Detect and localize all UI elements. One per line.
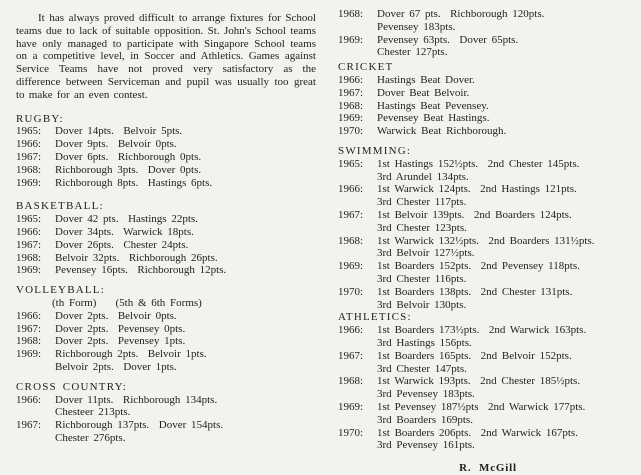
result-year [338,414,377,427]
result-row [338,427,638,440]
result-text: 1st Boarders 206pts. 2nd Warwick 167pts. [377,426,578,439]
result-year: 1969: [16,264,42,277]
result-row [16,239,316,252]
result-text: 1st Warwick 124pts. 2nd Hastings 121pts. [377,183,577,196]
result-text: Warwick Beat Richborough. [377,125,507,138]
result-text: 3rd Belvoir 130pts. [377,298,467,311]
result-text: Dover 6pts. Richborough 0pts. [55,150,202,163]
section-cross-country-continued [338,8,638,59]
result-year: 1969: [338,33,364,46]
result-year: 1967: [16,150,42,163]
section-athletics [338,311,638,452]
section-title-cross-country: CROSS COUNTRY: [16,380,128,393]
result-year [16,361,55,374]
result-text: 1st Pevensey 187½pts 2nd Warwick 177pts. [377,400,586,413]
result-year [338,388,377,401]
section-cross-country [16,381,316,445]
section-title-cricket: CRICKET [338,61,394,74]
result-text: 1st Warwick 132½pts. 2nd Boarders 131½pts. [377,234,595,247]
result-year: 1967: [16,238,42,251]
result-text: Dover 11pts. Richborough 134pts. [55,393,218,406]
result-text: Dover 14pts. Belvoir 5pts. [55,125,183,138]
result-text: 3rd Chester 147pts. [377,362,467,375]
result-row [338,209,638,222]
result-row [338,337,638,350]
result-text: 3rd Chester 117pts. [377,196,467,209]
result-year: 1968: [338,8,364,20]
result-year: 1966: [338,324,364,337]
cricket-results-list [338,74,638,138]
result-year: 1968: [338,375,364,388]
result-year: 1968: [16,163,42,176]
result-year: 1969: [338,260,364,273]
result-text: Pevensey 63pts. Dover 65pts. [377,33,519,46]
rugby-results-list [16,125,316,189]
result-row [338,439,638,452]
result-text: Chesteer 213pts. [55,406,131,419]
result-text: 3rd Arundel 134pts. [377,170,469,183]
result-year: 1965: [338,157,364,170]
cross-country-continued-list [338,8,638,59]
result-text: 1st Belvoir 139pts. 2nd Boarders 124pts. [377,208,572,221]
result-row [16,151,316,164]
result-text: 1st Hastings 152½pts. 2nd Chester 145pts. [377,157,580,170]
result-year: 1968: [16,335,42,348]
result-text: Chester 127pts. [377,46,448,59]
result-text: Belvoir 2pts. Dover 1pts. [55,360,177,373]
result-row [338,100,638,113]
result-row [338,196,638,209]
result-year: 1970: [338,285,364,298]
result-text: Dover 2pts. Pevensey 1pts. [55,335,186,348]
result-text: 1st Boarders 138pts. 2nd Chester 131pts. [377,285,573,298]
result-year: 1969: [338,400,364,413]
section-cricket [338,61,638,138]
result-year: 1967: [338,86,364,99]
result-row [16,138,316,151]
result-row [338,112,638,125]
section-basketball [16,200,316,277]
section-rugby [16,113,316,190]
result-year: 1968: [16,251,42,264]
result-text: Richborough 2pts. Belvoir 1pts. [55,348,207,361]
result-year: 1968: [338,99,364,112]
result-year: 1968: [338,234,364,247]
result-text: Richborough 8pts. Hastings 6pts. [55,176,213,189]
result-year: 1967: [338,208,364,221]
section-title-athletics: ATHLETICS: [338,311,412,324]
result-year [338,171,377,184]
result-year: 1969: [16,348,42,361]
result-year: 1967: [338,349,364,362]
result-text: 3rd Chester 116pts. [377,272,467,285]
result-text: 3rd Boarders 169pts. [377,413,473,426]
result-text: 1st Warwick 193pts. 2nd Chester 185½pts. [377,375,581,388]
result-row [338,273,638,286]
result-text: 1st Boarders 165pts. 2nd Belvoir 152pts. [377,349,572,362]
result-year: 1966: [16,138,42,151]
result-year [338,439,377,452]
result-row [338,183,638,196]
result-year: 1966: [338,183,364,196]
result-text: Hastings Beat Pevensey. [377,99,489,112]
result-row [16,406,316,419]
result-text: Dover 2pts. Pevensey 0pts. [55,322,186,335]
result-row [338,324,638,337]
result-row [16,226,316,239]
result-row [16,125,316,138]
result-year [338,247,377,260]
result-row [338,87,638,100]
result-row [338,235,638,248]
section-title-swimming: SWIMMING: [338,144,412,157]
result-text: Dover 67 pts. Richborough 120pts. [377,8,545,20]
result-row [338,21,638,34]
result-text: Dover 9pts. Belvoir 0pts. [55,138,177,151]
result-row [338,260,638,273]
result-row [16,177,316,190]
result-text: Dover 34pts. Warwick 18pts. [55,225,194,238]
result-row [338,34,638,47]
right-column [338,8,638,475]
result-row [338,375,638,388]
left-column [16,8,316,468]
result-year: 1967: [16,419,42,432]
section-swimming [338,145,638,311]
result-row [338,299,638,312]
result-year [16,406,55,419]
result-text: Dover Beat Belvoir. [377,86,470,99]
result-row [16,323,316,336]
result-row [16,335,316,348]
section-title-basketball: BASKETBALL: [16,200,104,213]
result-row [16,310,316,323]
result-text: 1st Boarders 152pts. 2nd Pevensey 118pts. [377,260,580,273]
result-text: 3rd Belvoir 127½pts. [377,247,475,260]
result-text: 3rd Chester 123pts. [377,221,467,234]
result-year: 1966: [338,73,364,86]
swimming-results-list [338,158,638,312]
result-text: 3rd Pevensey 183pts. [377,388,475,401]
result-year: 1965: [16,213,42,226]
intro-paragraph: It has always proved difficult to arrange fixtures for School teams due to lack of suitable opposition. St. John's School teams have only managed to participate with Singapore School teams on a competitive level, in Soccer and Athletics. Games against Service Teams have not proved very satisfactory as the difference between Serviceman and pupil was usually too great to make for an even contest. [16,12,316,101]
result-year: 1965: [16,125,42,138]
result-year: 1966: [16,225,42,238]
section-title-volleyball: VOLLEYBALL: [16,284,105,297]
basketball-results-list [16,213,316,277]
volleyball-results-list [16,310,316,374]
result-row [16,348,316,361]
result-text: Chester 276pts. [55,431,126,444]
result-year: 1966: [16,393,42,406]
result-row [338,171,638,184]
result-text: 1st Boarders 173½pts. 2nd Warwick 163pts. [377,324,587,337]
result-row [338,46,638,59]
result-row [338,222,638,235]
result-year [338,46,377,59]
result-text: Pevensey 183pts. [377,20,456,33]
result-text: Dover 42 pts. Hastings 22pts. [55,213,198,226]
result-text: Richborough 3pts. Dover 0pts. [55,163,202,176]
result-year: 1969: [338,112,364,125]
result-year [338,363,377,376]
result-row [16,419,316,432]
result-row [16,252,316,265]
result-row [16,394,316,407]
result-row [338,363,638,376]
result-year: 1967: [16,322,42,335]
result-year: 1970: [338,426,364,439]
result-year [338,196,377,209]
result-row [338,350,638,363]
result-row [338,74,638,87]
result-text: Dover 2pts. Belvoir 0pts. [55,309,177,322]
result-text: 3rd Hastings 156pts. [377,336,472,349]
cross-country-results-list [16,394,316,445]
volleyball-forms-subtitle: (th Form) (5th & 6th Forms) [52,296,202,309]
result-year: 1970: [338,125,364,138]
result-row [338,247,638,260]
result-row [338,401,638,414]
result-text: Pevensey Beat Hastings. [377,112,490,125]
result-year: 1966: [16,309,42,322]
section-title-rugby: RUGBY: [16,112,64,125]
result-year [338,273,377,286]
result-row [16,164,316,177]
result-row [16,264,316,277]
result-row [338,286,638,299]
result-text: Pevensey 16pts. Richborough 12pts. [55,264,227,277]
result-row [338,125,638,138]
author-signature: R. McGill [459,462,517,475]
result-text: Dover 26pts. Chester 24pts. [55,238,189,251]
result-row [338,388,638,401]
result-row [338,158,638,171]
result-row [16,361,316,374]
result-year [16,432,55,445]
result-year: 1969: [16,176,42,189]
result-row [16,213,316,226]
result-year [338,21,377,34]
result-text: Richborough 137pts. Dover 154pts. [55,419,224,432]
result-year [338,222,377,235]
result-year [338,337,377,350]
result-text: Hastings Beat Dover. [377,73,475,86]
result-text: 3rd Pevensey 161pts. [377,439,475,452]
result-row [16,432,316,445]
athletics-results-list [338,324,638,452]
result-row [338,8,638,21]
result-text: Belvoir 32pts. Richborough 26pts. [55,251,218,264]
result-year [338,299,377,312]
result-row [338,414,638,427]
section-volleyball [16,284,316,374]
